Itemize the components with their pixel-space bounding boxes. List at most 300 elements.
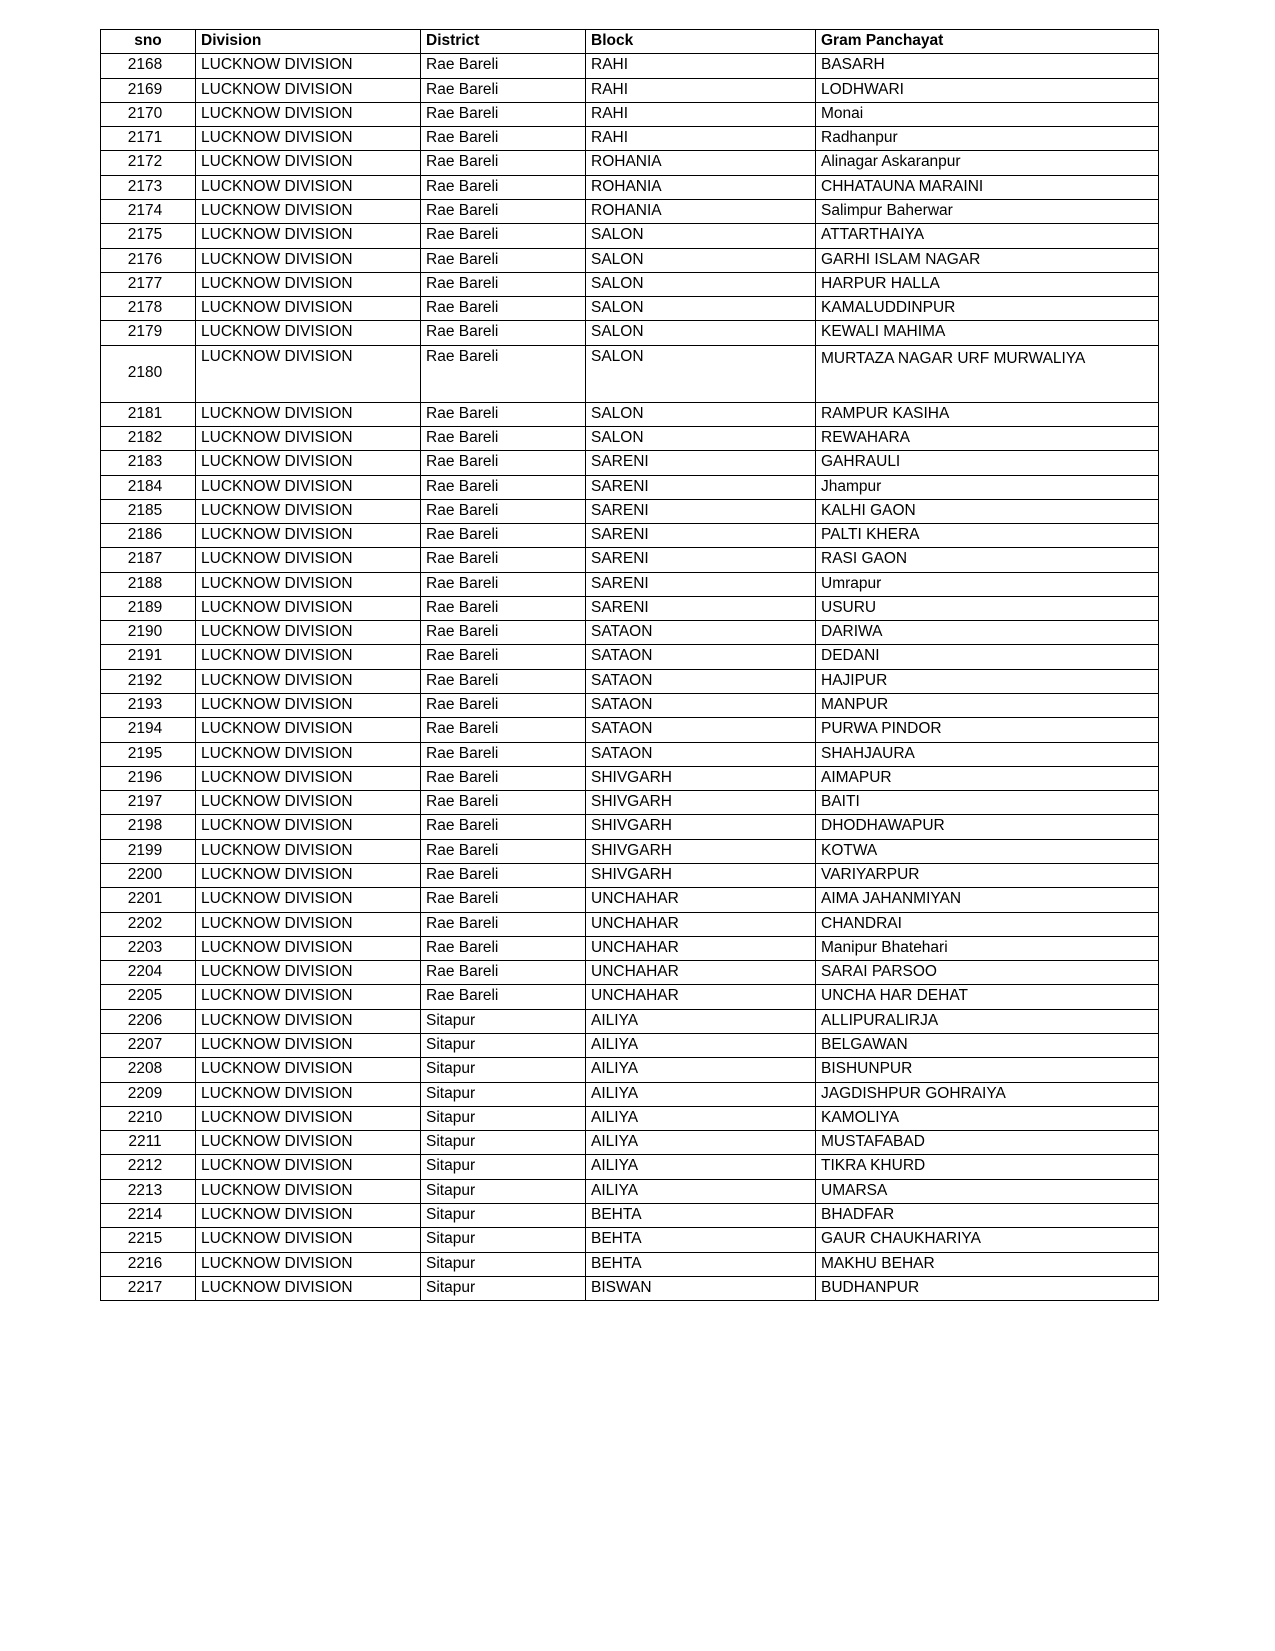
cell-division: LUCKNOW DIVISION bbox=[196, 1131, 421, 1155]
cell-block: AILIYA bbox=[586, 1033, 816, 1057]
cell-division: LUCKNOW DIVISION bbox=[196, 78, 421, 102]
table-header-row bbox=[101, 30, 1159, 54]
cell-block: SATAON bbox=[586, 718, 816, 742]
table-row bbox=[101, 297, 1159, 321]
cell-gram-panchayat: KALHI GAON bbox=[816, 499, 1159, 523]
table-row bbox=[101, 742, 1159, 766]
cell-sno: 2190 bbox=[101, 621, 196, 645]
cell-block: SARENI bbox=[586, 475, 816, 499]
cell-gram-panchayat: Radhanpur bbox=[816, 127, 1159, 151]
cell-sno: 2215 bbox=[101, 1228, 196, 1252]
cell-district: Sitapur bbox=[421, 1252, 586, 1276]
table-row bbox=[101, 224, 1159, 248]
table-header bbox=[101, 30, 1159, 54]
cell-block: AILIYA bbox=[586, 1106, 816, 1130]
table-row bbox=[101, 548, 1159, 572]
cell-sno: 2175 bbox=[101, 224, 196, 248]
cell-division: LUCKNOW DIVISION bbox=[196, 1179, 421, 1203]
cell-gram-panchayat: RASI GAON bbox=[816, 548, 1159, 572]
cell-sno: 2209 bbox=[101, 1082, 196, 1106]
table-row bbox=[101, 1033, 1159, 1057]
table-row bbox=[101, 151, 1159, 175]
cell-division: LUCKNOW DIVISION bbox=[196, 102, 421, 126]
cell-district: Rae Bareli bbox=[421, 645, 586, 669]
cell-block: SALON bbox=[586, 248, 816, 272]
cell-district: Sitapur bbox=[421, 1276, 586, 1300]
cell-gram-panchayat: TIKRA KHURD bbox=[816, 1155, 1159, 1179]
cell-district: Rae Bareli bbox=[421, 864, 586, 888]
cell-division: LUCKNOW DIVISION bbox=[196, 1033, 421, 1057]
cell-district: Rae Bareli bbox=[421, 548, 586, 572]
cell-gram-panchayat: GAHRAULI bbox=[816, 451, 1159, 475]
cell-block: RAHI bbox=[586, 127, 816, 151]
table-row bbox=[101, 1082, 1159, 1106]
gram-panchayat-table bbox=[100, 29, 1159, 1301]
cell-district: Sitapur bbox=[421, 1033, 586, 1057]
cell-division: LUCKNOW DIVISION bbox=[196, 888, 421, 912]
cell-district: Sitapur bbox=[421, 1106, 586, 1130]
table-row bbox=[101, 621, 1159, 645]
table-row bbox=[101, 1155, 1159, 1179]
cell-gram-panchayat: KAMOLIYA bbox=[816, 1106, 1159, 1130]
table-row bbox=[101, 1009, 1159, 1033]
cell-block: UNCHAHAR bbox=[586, 888, 816, 912]
cell-division: LUCKNOW DIVISION bbox=[196, 669, 421, 693]
cell-gram-panchayat: SARAI PARSOO bbox=[816, 961, 1159, 985]
cell-gram-panchayat: HARPUR HALLA bbox=[816, 272, 1159, 296]
cell-sno: 2183 bbox=[101, 451, 196, 475]
table-row bbox=[101, 102, 1159, 126]
cell-block: AILIYA bbox=[586, 1082, 816, 1106]
table-row bbox=[101, 54, 1159, 78]
cell-district: Rae Bareli bbox=[421, 345, 586, 402]
cell-district: Rae Bareli bbox=[421, 224, 586, 248]
cell-sno: 2216 bbox=[101, 1252, 196, 1276]
table-row bbox=[101, 815, 1159, 839]
cell-sno: 2184 bbox=[101, 475, 196, 499]
cell-sno: 2176 bbox=[101, 248, 196, 272]
cell-district: Sitapur bbox=[421, 1155, 586, 1179]
cell-gram-panchayat: HAJIPUR bbox=[816, 669, 1159, 693]
cell-gram-panchayat: SHAHJAURA bbox=[816, 742, 1159, 766]
cell-block: SALON bbox=[586, 272, 816, 296]
cell-district: Sitapur bbox=[421, 1058, 586, 1082]
cell-division: LUCKNOW DIVISION bbox=[196, 1106, 421, 1130]
cell-division: LUCKNOW DIVISION bbox=[196, 248, 421, 272]
table-row bbox=[101, 645, 1159, 669]
cell-division: LUCKNOW DIVISION bbox=[196, 1082, 421, 1106]
cell-block: SHIVGARH bbox=[586, 791, 816, 815]
cell-block: AILIYA bbox=[586, 1155, 816, 1179]
cell-district: Rae Bareli bbox=[421, 499, 586, 523]
cell-division: LUCKNOW DIVISION bbox=[196, 645, 421, 669]
cell-sno: 2186 bbox=[101, 524, 196, 548]
table-row bbox=[101, 199, 1159, 223]
cell-division: LUCKNOW DIVISION bbox=[196, 985, 421, 1009]
cell-sno: 2191 bbox=[101, 645, 196, 669]
table-row bbox=[101, 1228, 1159, 1252]
column-header-division: Division bbox=[196, 30, 421, 54]
cell-gram-panchayat: Monai bbox=[816, 102, 1159, 126]
cell-gram-panchayat: GAUR CHAUKHARIYA bbox=[816, 1228, 1159, 1252]
cell-sno: 2213 bbox=[101, 1179, 196, 1203]
cell-gram-panchayat: LODHWARI bbox=[816, 78, 1159, 102]
cell-gram-panchayat: BASARH bbox=[816, 54, 1159, 78]
cell-block: AILIYA bbox=[586, 1179, 816, 1203]
cell-sno: 2171 bbox=[101, 127, 196, 151]
cell-division: LUCKNOW DIVISION bbox=[196, 54, 421, 78]
table-row bbox=[101, 1131, 1159, 1155]
table-row bbox=[101, 402, 1159, 426]
cell-district: Rae Bareli bbox=[421, 791, 586, 815]
cell-gram-panchayat: USURU bbox=[816, 596, 1159, 620]
cell-gram-panchayat: UMARSA bbox=[816, 1179, 1159, 1203]
cell-block: SARENI bbox=[586, 451, 816, 475]
cell-block: UNCHAHAR bbox=[586, 912, 816, 936]
cell-block: RAHI bbox=[586, 78, 816, 102]
table-row bbox=[101, 596, 1159, 620]
cell-gram-panchayat: Salimpur Baherwar bbox=[816, 199, 1159, 223]
cell-sno: 2196 bbox=[101, 766, 196, 790]
cell-gram-panchayat: Jhampur bbox=[816, 475, 1159, 499]
cell-division: LUCKNOW DIVISION bbox=[196, 961, 421, 985]
cell-sno: 2168 bbox=[101, 54, 196, 78]
cell-district: Sitapur bbox=[421, 1131, 586, 1155]
cell-district: Rae Bareli bbox=[421, 426, 586, 450]
cell-division: LUCKNOW DIVISION bbox=[196, 151, 421, 175]
cell-gram-panchayat: ATTARTHAIYA bbox=[816, 224, 1159, 248]
cell-sno: 2185 bbox=[101, 499, 196, 523]
cell-gram-panchayat: DEDANI bbox=[816, 645, 1159, 669]
cell-sno: 2179 bbox=[101, 321, 196, 345]
cell-district: Rae Bareli bbox=[421, 151, 586, 175]
cell-sno: 2177 bbox=[101, 272, 196, 296]
cell-division: LUCKNOW DIVISION bbox=[196, 1276, 421, 1300]
cell-division: LUCKNOW DIVISION bbox=[196, 839, 421, 863]
cell-district: Rae Bareli bbox=[421, 272, 586, 296]
table-row bbox=[101, 961, 1159, 985]
cell-block: SARENI bbox=[586, 524, 816, 548]
cell-division: LUCKNOW DIVISION bbox=[196, 224, 421, 248]
cell-gram-panchayat: MUSTAFABAD bbox=[816, 1131, 1159, 1155]
cell-division: LUCKNOW DIVISION bbox=[196, 297, 421, 321]
cell-division: LUCKNOW DIVISION bbox=[196, 742, 421, 766]
cell-district: Rae Bareli bbox=[421, 402, 586, 426]
cell-gram-panchayat: BUDHANPUR bbox=[816, 1276, 1159, 1300]
cell-sno: 2212 bbox=[101, 1155, 196, 1179]
cell-district: Rae Bareli bbox=[421, 199, 586, 223]
cell-sno: 2192 bbox=[101, 669, 196, 693]
cell-sno: 2211 bbox=[101, 1131, 196, 1155]
table-row bbox=[101, 248, 1159, 272]
cell-district: Rae Bareli bbox=[421, 888, 586, 912]
cell-gram-panchayat: DARIWA bbox=[816, 621, 1159, 645]
cell-division: LUCKNOW DIVISION bbox=[196, 524, 421, 548]
cell-gram-panchayat: BAITI bbox=[816, 791, 1159, 815]
cell-block: BEHTA bbox=[586, 1203, 816, 1227]
column-header-sno: sno bbox=[101, 30, 196, 54]
cell-district: Sitapur bbox=[421, 1228, 586, 1252]
table-row bbox=[101, 127, 1159, 151]
cell-division: LUCKNOW DIVISION bbox=[196, 1203, 421, 1227]
cell-division: LUCKNOW DIVISION bbox=[196, 175, 421, 199]
cell-block: SALON bbox=[586, 321, 816, 345]
cell-gram-panchayat: DHODHAWAPUR bbox=[816, 815, 1159, 839]
cell-sno: 2200 bbox=[101, 864, 196, 888]
cell-district: Rae Bareli bbox=[421, 475, 586, 499]
table-row bbox=[101, 345, 1159, 402]
cell-district: Rae Bareli bbox=[421, 321, 586, 345]
cell-sno: 2202 bbox=[101, 912, 196, 936]
cell-block: ROHANIA bbox=[586, 151, 816, 175]
table-row bbox=[101, 499, 1159, 523]
table-row bbox=[101, 864, 1159, 888]
cell-sno: 2170 bbox=[101, 102, 196, 126]
cell-division: LUCKNOW DIVISION bbox=[196, 1252, 421, 1276]
cell-block: BEHTA bbox=[586, 1228, 816, 1252]
cell-block: SATAON bbox=[586, 669, 816, 693]
cell-gram-panchayat: MANPUR bbox=[816, 694, 1159, 718]
cell-division: LUCKNOW DIVISION bbox=[196, 272, 421, 296]
cell-block: SARENI bbox=[586, 499, 816, 523]
cell-sno: 2193 bbox=[101, 694, 196, 718]
cell-gram-panchayat: BISHUNPUR bbox=[816, 1058, 1159, 1082]
cell-block: SARENI bbox=[586, 596, 816, 620]
cell-gram-panchayat: RAMPUR KASIHA bbox=[816, 402, 1159, 426]
cell-sno: 2181 bbox=[101, 402, 196, 426]
cell-block: RAHI bbox=[586, 102, 816, 126]
cell-division: LUCKNOW DIVISION bbox=[196, 451, 421, 475]
cell-gram-panchayat: PALTI KHERA bbox=[816, 524, 1159, 548]
cell-division: LUCKNOW DIVISION bbox=[196, 718, 421, 742]
cell-sno: 2203 bbox=[101, 936, 196, 960]
cell-division: LUCKNOW DIVISION bbox=[196, 766, 421, 790]
table-row bbox=[101, 912, 1159, 936]
table-row bbox=[101, 78, 1159, 102]
cell-division: LUCKNOW DIVISION bbox=[196, 815, 421, 839]
table-row bbox=[101, 451, 1159, 475]
cell-division: LUCKNOW DIVISION bbox=[196, 475, 421, 499]
cell-district: Rae Bareli bbox=[421, 451, 586, 475]
cell-gram-panchayat: KOTWA bbox=[816, 839, 1159, 863]
cell-sno: 2208 bbox=[101, 1058, 196, 1082]
table-row bbox=[101, 694, 1159, 718]
cell-block: UNCHAHAR bbox=[586, 985, 816, 1009]
cell-sno: 2198 bbox=[101, 815, 196, 839]
cell-block: SARENI bbox=[586, 572, 816, 596]
table-row bbox=[101, 766, 1159, 790]
cell-block: SHIVGARH bbox=[586, 864, 816, 888]
cell-block: SHIVGARH bbox=[586, 815, 816, 839]
cell-block: SALON bbox=[586, 402, 816, 426]
cell-district: Rae Bareli bbox=[421, 742, 586, 766]
cell-district: Rae Bareli bbox=[421, 127, 586, 151]
cell-district: Rae Bareli bbox=[421, 54, 586, 78]
cell-division: LUCKNOW DIVISION bbox=[196, 199, 421, 223]
cell-division: LUCKNOW DIVISION bbox=[196, 499, 421, 523]
cell-division: LUCKNOW DIVISION bbox=[196, 694, 421, 718]
cell-gram-panchayat: BELGAWAN bbox=[816, 1033, 1159, 1057]
cell-gram-panchayat: MAKHU BEHAR bbox=[816, 1252, 1159, 1276]
cell-district: Rae Bareli bbox=[421, 102, 586, 126]
cell-gram-panchayat: Alinagar Askaranpur bbox=[816, 151, 1159, 175]
cell-district: Sitapur bbox=[421, 1179, 586, 1203]
cell-district: Rae Bareli bbox=[421, 78, 586, 102]
cell-block: SHIVGARH bbox=[586, 766, 816, 790]
cell-block: UNCHAHAR bbox=[586, 936, 816, 960]
cell-division: LUCKNOW DIVISION bbox=[196, 936, 421, 960]
cell-sno: 2204 bbox=[101, 961, 196, 985]
cell-district: Rae Bareli bbox=[421, 669, 586, 693]
cell-sno: 2199 bbox=[101, 839, 196, 863]
cell-division: LUCKNOW DIVISION bbox=[196, 1228, 421, 1252]
cell-sno: 2214 bbox=[101, 1203, 196, 1227]
cell-division: LUCKNOW DIVISION bbox=[196, 402, 421, 426]
cell-division: LUCKNOW DIVISION bbox=[196, 321, 421, 345]
table-row bbox=[101, 321, 1159, 345]
cell-gram-panchayat: REWAHARA bbox=[816, 426, 1159, 450]
cell-block: UNCHAHAR bbox=[586, 961, 816, 985]
cell-gram-panchayat: AIMA JAHANMIYAN bbox=[816, 888, 1159, 912]
column-header-gram-panchayat: Gram Panchayat bbox=[816, 30, 1159, 54]
cell-gram-panchayat: Manipur Bhatehari bbox=[816, 936, 1159, 960]
cell-sno: 2201 bbox=[101, 888, 196, 912]
table-row bbox=[101, 1203, 1159, 1227]
cell-district: Rae Bareli bbox=[421, 815, 586, 839]
table-row bbox=[101, 1058, 1159, 1082]
table-row bbox=[101, 718, 1159, 742]
cell-district: Sitapur bbox=[421, 1203, 586, 1227]
cell-district: Rae Bareli bbox=[421, 694, 586, 718]
cell-gram-panchayat: PURWA PINDOR bbox=[816, 718, 1159, 742]
cell-gram-panchayat: CHHATAUNA MARAINI bbox=[816, 175, 1159, 199]
cell-gram-panchayat: ALLIPURALIRJA bbox=[816, 1009, 1159, 1033]
cell-block: RAHI bbox=[586, 54, 816, 78]
table-row bbox=[101, 1252, 1159, 1276]
cell-district: Sitapur bbox=[421, 1082, 586, 1106]
cell-district: Rae Bareli bbox=[421, 524, 586, 548]
table-row bbox=[101, 1106, 1159, 1130]
cell-gram-panchayat: AIMAPUR bbox=[816, 766, 1159, 790]
table-row bbox=[101, 669, 1159, 693]
table-row bbox=[101, 426, 1159, 450]
cell-gram-panchayat: Umrapur bbox=[816, 572, 1159, 596]
cell-block: AILIYA bbox=[586, 1009, 816, 1033]
cell-division: LUCKNOW DIVISION bbox=[196, 621, 421, 645]
cell-sno: 2197 bbox=[101, 791, 196, 815]
cell-sno: 2188 bbox=[101, 572, 196, 596]
cell-division: LUCKNOW DIVISION bbox=[196, 127, 421, 151]
cell-sno: 2173 bbox=[101, 175, 196, 199]
cell-district: Rae Bareli bbox=[421, 621, 586, 645]
cell-gram-panchayat: UNCHA HAR DEHAT bbox=[816, 985, 1159, 1009]
cell-block: SALON bbox=[586, 224, 816, 248]
cell-gram-panchayat: KEWALI MAHIMA bbox=[816, 321, 1159, 345]
table-row bbox=[101, 839, 1159, 863]
cell-block: SALON bbox=[586, 297, 816, 321]
column-header-block: Block bbox=[586, 30, 816, 54]
cell-sno: 2187 bbox=[101, 548, 196, 572]
cell-division: LUCKNOW DIVISION bbox=[196, 864, 421, 888]
cell-district: Rae Bareli bbox=[421, 596, 586, 620]
cell-sno: 2195 bbox=[101, 742, 196, 766]
table-row bbox=[101, 572, 1159, 596]
cell-block: BISWAN bbox=[586, 1276, 816, 1300]
cell-district: Rae Bareli bbox=[421, 985, 586, 1009]
cell-district: Rae Bareli bbox=[421, 766, 586, 790]
cell-sno: 2205 bbox=[101, 985, 196, 1009]
cell-division: LUCKNOW DIVISION bbox=[196, 345, 421, 402]
cell-division: LUCKNOW DIVISION bbox=[196, 1058, 421, 1082]
cell-sno: 2172 bbox=[101, 151, 196, 175]
cell-block: SALON bbox=[586, 426, 816, 450]
cell-district: Sitapur bbox=[421, 1009, 586, 1033]
cell-division: LUCKNOW DIVISION bbox=[196, 426, 421, 450]
cell-district: Rae Bareli bbox=[421, 572, 586, 596]
cell-block: SATAON bbox=[586, 742, 816, 766]
column-header-district: District bbox=[421, 30, 586, 54]
table-body bbox=[101, 54, 1159, 1301]
cell-sno: 2178 bbox=[101, 297, 196, 321]
cell-block: SATAON bbox=[586, 621, 816, 645]
table-row bbox=[101, 888, 1159, 912]
cell-division: LUCKNOW DIVISION bbox=[196, 596, 421, 620]
table-container bbox=[100, 29, 1158, 1301]
cell-sno: 2206 bbox=[101, 1009, 196, 1033]
cell-block: ROHANIA bbox=[586, 175, 816, 199]
table-row bbox=[101, 1179, 1159, 1203]
cell-gram-panchayat: BHADFAR bbox=[816, 1203, 1159, 1227]
cell-division: LUCKNOW DIVISION bbox=[196, 791, 421, 815]
table-row bbox=[101, 1276, 1159, 1300]
cell-sno: 2194 bbox=[101, 718, 196, 742]
table-row bbox=[101, 272, 1159, 296]
cell-sno: 2174 bbox=[101, 199, 196, 223]
cell-gram-panchayat: KAMALUDDINPUR bbox=[816, 297, 1159, 321]
cell-sno: 2180 bbox=[101, 345, 196, 402]
cell-district: Rae Bareli bbox=[421, 912, 586, 936]
cell-block: AILIYA bbox=[586, 1131, 816, 1155]
cell-gram-panchayat: VARIYARPUR bbox=[816, 864, 1159, 888]
cell-district: Rae Bareli bbox=[421, 961, 586, 985]
cell-block: SARENI bbox=[586, 548, 816, 572]
cell-district: Rae Bareli bbox=[421, 718, 586, 742]
table-row bbox=[101, 936, 1159, 960]
cell-division: LUCKNOW DIVISION bbox=[196, 572, 421, 596]
cell-district: Rae Bareli bbox=[421, 936, 586, 960]
cell-block: ROHANIA bbox=[586, 199, 816, 223]
cell-sno: 2210 bbox=[101, 1106, 196, 1130]
cell-block: SHIVGARH bbox=[586, 839, 816, 863]
cell-district: Rae Bareli bbox=[421, 175, 586, 199]
cell-division: LUCKNOW DIVISION bbox=[196, 1155, 421, 1179]
cell-gram-panchayat: GARHI ISLAM NAGAR bbox=[816, 248, 1159, 272]
cell-gram-panchayat: MURTAZA NAGAR URF MURWALIYA bbox=[816, 345, 1159, 402]
cell-gram-panchayat: JAGDISHPUR GOHRAIYA bbox=[816, 1082, 1159, 1106]
cell-block: SATAON bbox=[586, 645, 816, 669]
table-row bbox=[101, 175, 1159, 199]
cell-sno: 2207 bbox=[101, 1033, 196, 1057]
cell-block: AILIYA bbox=[586, 1058, 816, 1082]
cell-block: SALON bbox=[586, 345, 816, 402]
cell-division: LUCKNOW DIVISION bbox=[196, 1009, 421, 1033]
cell-sno: 2189 bbox=[101, 596, 196, 620]
cell-sno: 2182 bbox=[101, 426, 196, 450]
cell-gram-panchayat: CHANDRAI bbox=[816, 912, 1159, 936]
cell-block: SATAON bbox=[586, 694, 816, 718]
table-row bbox=[101, 524, 1159, 548]
table-row bbox=[101, 791, 1159, 815]
